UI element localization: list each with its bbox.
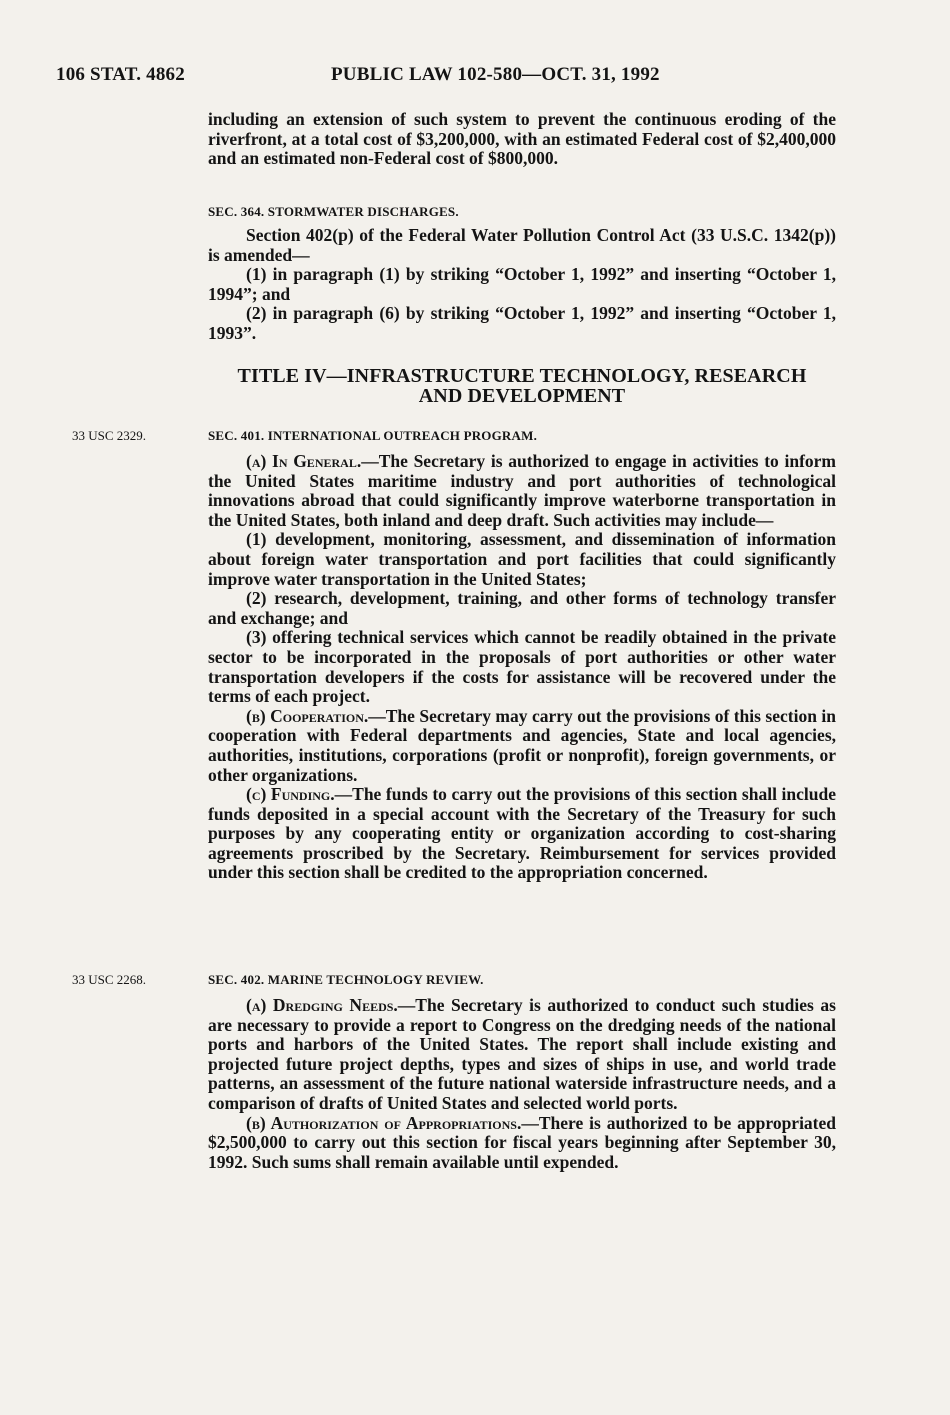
- sec-364-heading: SEC. 364. STORMWATER DISCHARGES.: [208, 204, 459, 219]
- title-iv-heading: [208, 366, 836, 406]
- sec-402-b-label: (b) Authorization of Appropriations.: [246, 1112, 522, 1133]
- intro-block: [208, 110, 836, 169]
- intro-paragraph: including an extension of such system to prevent the continuous eroding of the riverfront, at a total cost of $3,200,000, with an estimated Federal cost of $2,400,000 and an estimated non-Federal cost of $800,000.: [208, 109, 836, 169]
- sec-401-b-label: (b) Cooperation.: [246, 705, 369, 726]
- sec-402-subsection-a: [208, 996, 836, 1114]
- sec-401-body: [208, 452, 836, 883]
- sec-364-item-2: (2) in paragraph (6) by striking “October 1, 1992” and inserting “October 1, 1993”.: [208, 303, 836, 343]
- sec-402-a-text: —The Secretary is authorized to conduct such studies as are necessary to provide a report to Congress on the dredging needs of the national ports and harbors of the United States. The report shall include existing and projected future project depths, types and sizes of ships in use, and world trade patterns, an assessment of the future national waterside infrastructure needs, and a comparison of drafts of United States and selected world ports.: [208, 995, 836, 1113]
- sec-402-body: [208, 996, 836, 1172]
- public-law-citation: PUBLIC LAW 102-580—OCT. 31, 1992: [331, 64, 660, 85]
- sec-401-heading-block: [208, 426, 836, 446]
- sec-401-a-item-3: (3) offering technical services which cannot be readily obtained in the private sector to be incorporated in the proposals of port authorities or other water transportation developers if the costs for assistance will be recovered under the terms of each project.: [208, 627, 836, 707]
- title-iv-line-1: TITLE IV—INFRASTRUCTURE TECHNOLOGY, RESEARCH: [237, 365, 807, 387]
- sec-364-block: [208, 202, 836, 222]
- sec-401-subsection-c: [208, 785, 836, 883]
- sec-401-heading: SEC. 401. INTERNATIONAL OUTREACH PROGRAM.: [208, 428, 538, 443]
- title-iv-line-2: AND DEVELOPMENT: [418, 385, 626, 407]
- stat-page-number: 106 STAT. 4862: [56, 64, 185, 85]
- sec-401-a-item-2: (2) research, development, training, and other forms of technology transfer and exchange; and: [208, 588, 836, 628]
- sec-401-subsection-b: [208, 707, 836, 785]
- sec-402-b-text: —There is authorized to be appropriated $2,500,000 to carry out this section for fiscal years beginning after September 30, 1992. Such sums shall remain available until expended.: [208, 1112, 837, 1172]
- sec-402-heading: SEC. 402. MARINE TECHNOLOGY REVIEW.: [208, 972, 484, 987]
- sec-401-a-text: —The Secretary is authorized to engage in activities to inform the United States maritime industry and port authorities of technological innovations abroad that could significantly improve waterborne transportation in the United States, both inland and deep draft. Such activities may include—: [208, 451, 836, 530]
- sec-402-margin-note: 33 USC 2268.: [72, 972, 147, 987]
- sec-364-body: [208, 226, 836, 344]
- sec-401-margin-note: 33 USC 2329.: [72, 428, 147, 443]
- sec-401-c-text: —The funds to carry out the provisions of this section shall include funds deposited in a special account with the Secretary of the Treasury for such purposes by any cooperating entity or organization according to cost-sharing agreements proscribed by the Secretary. Reimbursement for services provided under this section shall be credited to the appropriation concerned.: [208, 784, 836, 883]
- sec-401-c-label: (c) Funding.: [246, 784, 335, 805]
- sec-402-a-label: (a) Dredging Needs.: [246, 995, 398, 1015]
- sec-402-subsection-b: [208, 1114, 836, 1173]
- sec-402-heading-block: [208, 970, 836, 990]
- sec-364-item-1: (1) in paragraph (1) by striking “October 1, 1992” and inserting “October 1, 1994”; and: [208, 264, 836, 304]
- sec-401-a-label: (a) In General.: [246, 451, 362, 471]
- sec-364-lead: Section 402(p) of the Federal Water Pollution Control Act (33 U.S.C. 1342(p)) is amended—: [208, 225, 836, 265]
- sec-401-subsection-a: [208, 452, 836, 530]
- sec-401-a-item-1: (1) development, monitoring, assessment, and dissemination of information about foreign water transportation and port facilities that could significantly improve water transportation in the United States;: [208, 529, 836, 589]
- sec-401-b-text: —The Secretary may carry out the provisions of this section in cooperation with Federal departments and agencies, State and local agencies, authorities, institutions, corporations (profit or nonprofit), foreign governments, or other organizations.: [208, 705, 836, 785]
